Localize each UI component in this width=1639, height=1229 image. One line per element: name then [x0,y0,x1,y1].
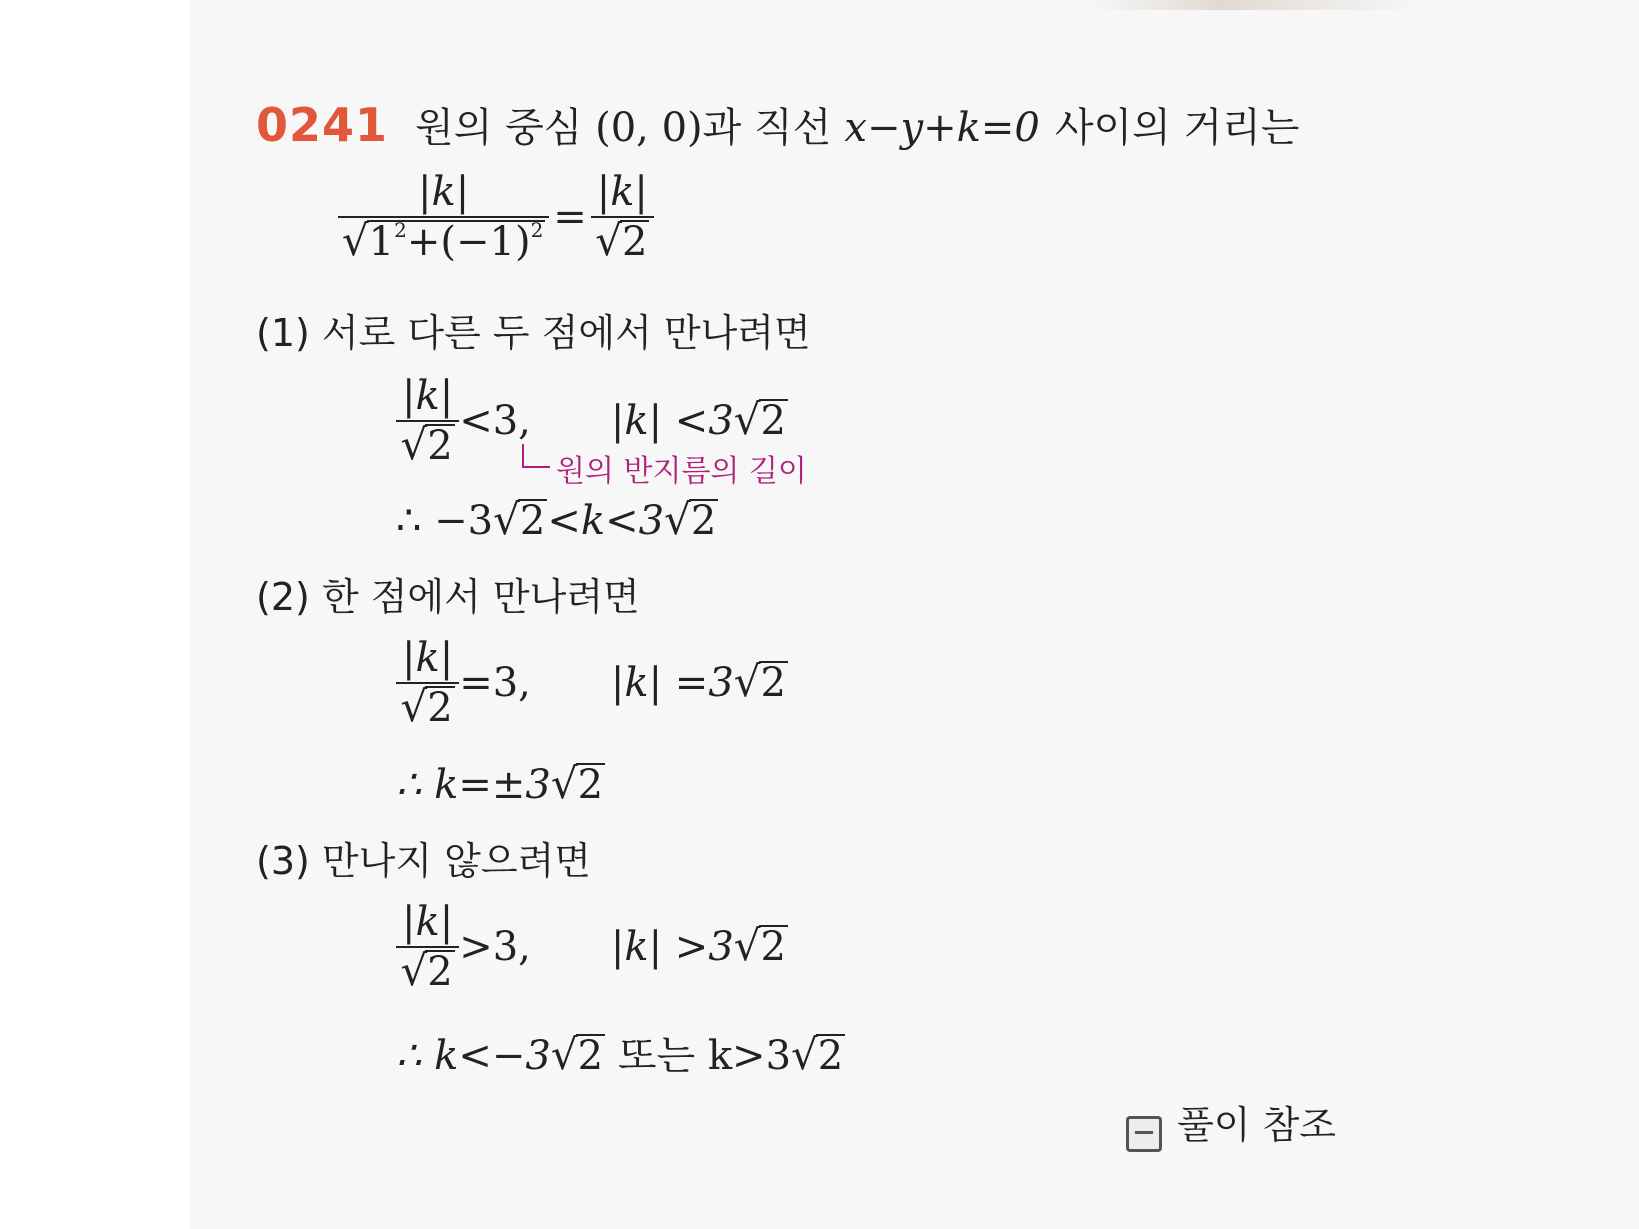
distance-denominator [342,218,545,264]
part1-denominator: 2 [427,423,453,469]
answer-text: 풀이 참조 [1177,1103,1337,1147]
sqrt-sign: √ 2 [595,216,648,265]
part1-rhs: |k| <3 √ 2 [610,395,786,444]
result-numerator: |k| [591,170,654,218]
part1-ineq: <3, [459,398,531,444]
sqrt-sign: √ 2 [400,420,453,469]
equals-sign: = [553,194,587,240]
part2-eq: =3, [459,660,531,706]
problem-header [256,96,1299,153]
part1-fraction [396,374,459,468]
part3-label: (3) 만나지 않으려면 [256,839,591,883]
problem-number: 0241 [256,98,389,152]
part2-denominator: 2 [427,685,453,731]
part1-label: (1) 서로 다른 두 점에서 만나려면 [256,311,811,355]
distance-result-fraction [591,170,654,264]
part3-fraction [396,900,459,994]
part2-rhs: |k| =3 √ 2 [610,657,786,706]
sqrt-sign: √ $1^2+(-1)^2$ [341,216,544,265]
scan-artifact [1090,0,1420,10]
den-one: 1 [368,219,395,265]
line-equation: x−y+k=0 [844,105,1040,151]
part3-inequality [396,900,788,994]
answer-line [1126,1094,1336,1152]
page-margin [0,0,190,1229]
part3-denominator: 2 [427,949,453,995]
part2-equation [396,636,788,730]
part2-fraction [396,636,459,730]
distance-numerator: |k| [338,170,549,218]
den-mid: +(−1) [406,219,531,265]
intro-tail: 사이의 거리는 [1054,105,1300,151]
distance-fraction [338,170,549,264]
part2-numerator: |k| [396,636,459,684]
distance-formula [338,170,654,264]
answer-icon [1126,1116,1162,1152]
intro-text: 원의 중심 (0, 0)과 직선 [415,105,832,151]
sqrt-sign: √ 2 [400,682,453,731]
part3-ineq: >3, [459,924,531,970]
part3-numerator: |k| [396,900,459,948]
part2-conclusion: ∴ k=±3 √ 2 [396,759,604,808]
part3-conclusion: ∴ k<−3 √ 2 또는 k>3 √ 2 [396,1030,844,1079]
note-pointer [522,444,550,468]
radius-note: 원의 반지름의 길이 [556,454,807,489]
part3-rhs: |k| >3 √ 2 [610,921,786,970]
part1-conclusion: ∴ −3 √ 2 <k<3 √ 2 [396,495,717,544]
part2-label: (2) 한 점에서 만나려면 [256,575,640,619]
part1-numerator: |k| [396,374,459,422]
result-denominator: 2 [621,219,648,265]
sqrt-sign: √ 2 [400,946,453,995]
